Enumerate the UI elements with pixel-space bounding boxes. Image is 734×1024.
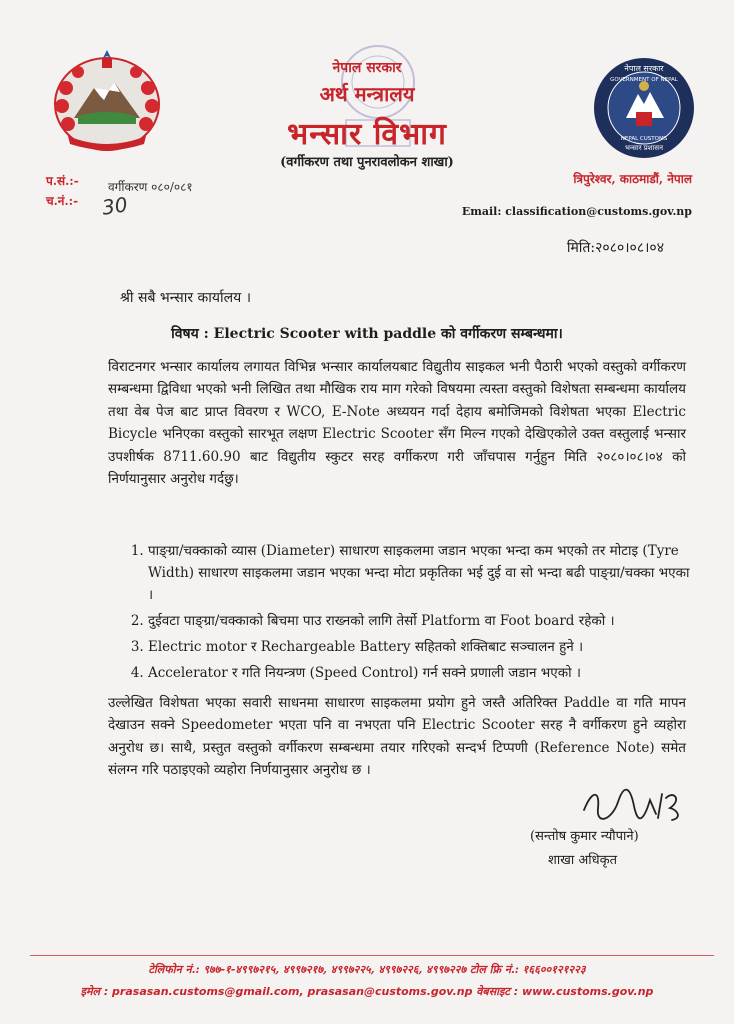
criteria-list: [130, 540, 694, 688]
emblem-ring-text: GOVERNMENT OF NEPAL: [610, 77, 678, 83]
government-title: नेपाल सरकार: [332, 60, 402, 76]
cn-label: च.नं.:-: [46, 194, 79, 208]
list-item: 2. दुईवटा पाङ्ग्रा/चक्काको बिचमा पाउ राख्नको लागि तेर्सो Platform वा Foot board रहेको ।: [148, 610, 694, 632]
ps-label: प.सं.:-: [46, 174, 79, 188]
handwritten-signature-icon: [578, 780, 688, 828]
footer-email: इमेल : prasasan.customs@gmail.com, prasasan@customs.gov.np वेबसाइट : www.customs.gov.np: [80, 985, 654, 998]
list-item: 4. Accelerator र गति नियन्त्रण (Speed Control) गर्न सक्ने प्रणाली जडान भएको ।: [148, 662, 694, 684]
footer-phone: टेलिफोन नं.: ९७७-१-४९९७२१५, ४९९७२१७, ४९९७२२५, ४९९७२२६, ४९९७२२७ टोल फ्रि नं.: १६६००१२१२२३: [148, 963, 586, 976]
emblem-base-text: भन्सार प्रशासन: [625, 144, 663, 152]
ministry-title: अर्थ मन्त्रालय: [319, 82, 415, 106]
emblem-top-text: नेपाल सरकार: [624, 64, 664, 73]
office-address: त्रिपुरेश्वर, काठमाडौं, नेपाल: [573, 172, 692, 186]
department-title: भन्सार विभाग: [287, 117, 447, 152]
body-paragraph-1: विराटनगर भन्सार कार्यालय लगायत विभिन्न भन्सार कार्यालयबाट विद्युतीय साइकल भनी पैठारी भएको वस्तुको वर्गीकरण सम्बन्धमा द्विविधा भएको भनी लिखित तथा मौखिक राय माग गरेको विषयमा त्यस्ता वस्तुको विशेषता सम्बन्धमा कार्यालय तथा वेब पेज बाट प्राप्त विवरण र WCO, E-Note अध्ययन गर्दा देहाय बमोजिमको विशेषता भएका Electric Bicycle भनिएका वस्तुको सारभूत लक्षण Electric Scooter सँग मिल्न गएको देखिएकोले उक्त वस्तुलाई भन्सार उपशीर्षक 8711.60.90 बाट विद्युतीय स्कुटर सरह वर्गीकरण गरी जाँचपास गर्नुहुन मिति २०८०।०८।०४ को निर्णयानुसार अनुरोध गर्दछु।: [108, 359, 686, 488]
subject-line: विषय : Electric Scooter with paddle को वर्गीकरण सम्बन्धमा।: [171, 326, 563, 342]
body-paragraph-2: उल्लेखित विशेषता भएका सवारी साधनमा साधारण साइकलमा प्रयोग हुने जस्तै अतिरिक्त Paddle वा गति मापन देखाउन सक्ने Speedometer भएता पनि वा नभएता पनि Electric Scooter सरह नै वर्गीकरण हुने व्यहोरा अनुरोध छ। साथै, प्रस्तुत वस्तुको वर्गीकरण सम्बन्धमा तयार गरिएको सन्दर्भ टिप्पणी (Reference Note) समेत संलग्न गरि पठाइएको व्यहोरा निर्णयानुसार अनुरोध छ ।: [108, 695, 686, 779]
footer-divider: [30, 955, 714, 956]
letter-date: मिति:२०८०।०८।०४: [566, 240, 664, 256]
section-title: (वर्गीकरण तथा पुनरावलोकन शाखा): [280, 155, 454, 170]
emblem-bottom-text: NEPAL CUSTOMS: [620, 136, 668, 142]
office-email: Email: classification@customs.gov.np: [461, 205, 692, 218]
signer-name: (सन्तोष कुमार न्यौपाने): [530, 829, 639, 844]
signer-title: शाखा अधिकृत: [548, 853, 618, 868]
ps-value: वर्गीकरण ०८०/०८१: [108, 180, 193, 194]
recipient: श्री सबै भन्सार कार्यालय ।: [120, 290, 252, 306]
cn-value-handwritten: 30: [100, 192, 129, 220]
list-item: 1. पाङ्ग्रा/चक्काको व्यास (Diameter) साधारण साइकलमा जडान भएका भन्दा कम भएको तर मोटाइ (Tyre Width) साधारण साइकलमा जडान भएका भन्दा मोटा प्रकृतिका भई दुई वा सो भन्दा बढी पाङ्ग्रा/चक्का भएका ।: [148, 540, 694, 606]
list-item: 3. Electric motor र Rechargeable Battery सहितको शक्तिबाट सञ्चालन हुने ।: [148, 636, 694, 658]
